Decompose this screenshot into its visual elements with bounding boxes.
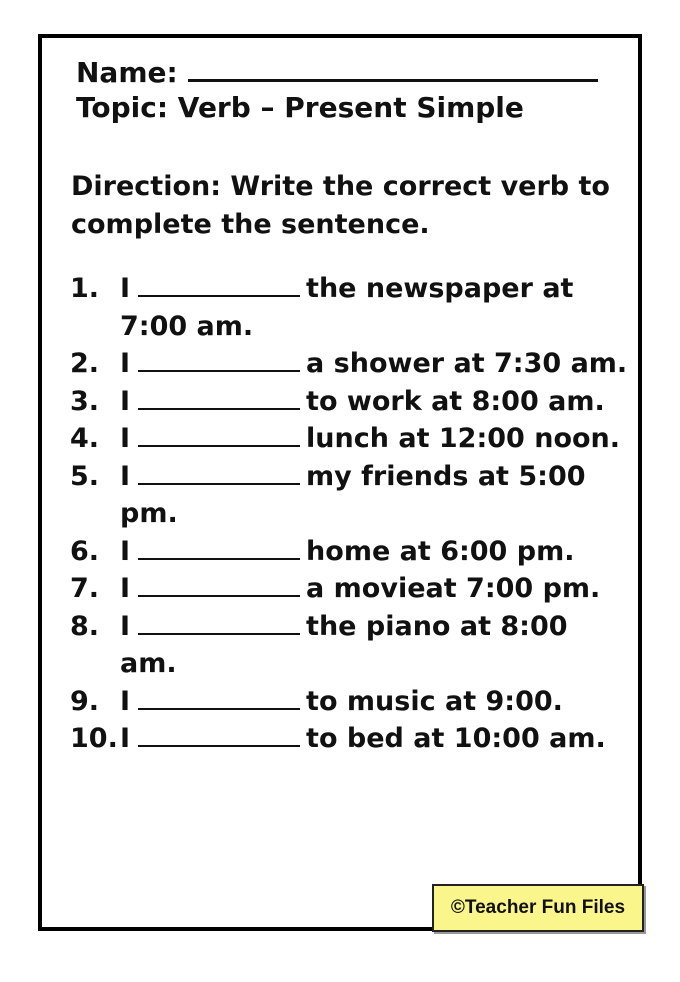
exercise-item <box>70 720 630 758</box>
answer-blank[interactable] <box>138 571 300 597</box>
item-number: 4. <box>70 423 100 454</box>
item-text: the piano at 8:00 am. <box>120 610 568 679</box>
item-subject: I <box>120 348 131 379</box>
item-text: lunch at 12:00 noon. <box>306 423 621 454</box>
exercise-item <box>70 383 630 421</box>
exercise-item <box>70 270 630 345</box>
copyright-badge: ©Teacher Fun Files <box>432 884 644 932</box>
exercise-item <box>70 458 630 533</box>
item-text: to work at 8:00 am. <box>306 385 605 417</box>
name-label: Name: <box>76 56 178 89</box>
direction-text: Direction: Write the correct verb to complete the sentence. <box>71 171 610 240</box>
item-number: 10. <box>70 723 118 754</box>
item-subject: I <box>120 385 131 417</box>
exercise-item <box>70 608 630 683</box>
exercise-item <box>70 345 630 383</box>
item-subject: I <box>120 573 131 604</box>
item-text: to music at 9:00. <box>306 685 563 717</box>
item-text: home at 6:00 pm. <box>306 535 575 567</box>
answer-blank[interactable] <box>138 271 300 297</box>
item-subject: I <box>120 460 131 492</box>
name-line <box>76 53 598 89</box>
answer-blank[interactable] <box>138 346 300 372</box>
item-number: 9. <box>70 685 100 717</box>
item-number: 6. <box>70 535 100 567</box>
item-number: 7. <box>70 573 100 604</box>
exercise-item <box>70 533 630 571</box>
name-blank[interactable] <box>188 53 598 82</box>
answer-blank[interactable] <box>138 534 300 560</box>
item-subject: I <box>120 535 131 567</box>
item-text: a shower at 7:30 am. <box>306 348 628 379</box>
item-text: my friends at 5:00 pm. <box>120 460 586 529</box>
exercise-item <box>70 683 630 721</box>
answer-blank[interactable] <box>138 459 300 485</box>
item-subject: I <box>120 723 131 754</box>
item-number: 5. <box>70 460 100 492</box>
item-text: the newspaper at 7:00 am. <box>120 273 574 342</box>
item-number: 2. <box>70 348 100 379</box>
item-subject: I <box>120 610 131 642</box>
item-text: a movieat 7:00 pm. <box>306 573 601 604</box>
answer-blank[interactable] <box>138 684 300 710</box>
answer-blank[interactable] <box>138 421 300 447</box>
topic-heading: Topic: Verb – Present Simple <box>76 91 524 124</box>
answer-blank[interactable] <box>138 384 300 410</box>
item-subject: I <box>120 423 131 454</box>
item-text: to bed at 10:00 am. <box>306 723 606 754</box>
exercise-item <box>70 420 630 458</box>
answer-blank[interactable] <box>138 721 300 747</box>
item-subject: I <box>120 273 131 304</box>
answer-blank[interactable] <box>138 609 300 635</box>
exercise-list <box>70 270 630 758</box>
item-number: 1. <box>70 273 100 304</box>
exercise-item <box>70 570 630 608</box>
item-number: 3. <box>70 385 100 417</box>
item-subject: I <box>120 685 131 717</box>
item-number: 8. <box>70 610 100 642</box>
